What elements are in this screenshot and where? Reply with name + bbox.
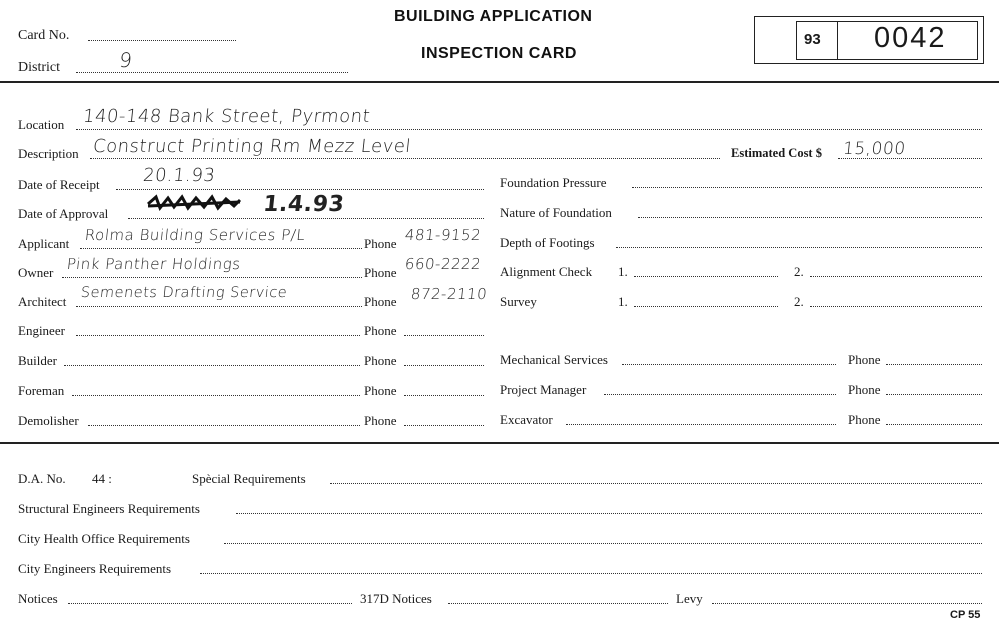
builder-field[interactable] [64,365,360,366]
project-manager-field[interactable] [604,394,836,395]
year-code: 93 [804,31,821,48]
title-line-1: BUILDING APPLICATION [394,8,593,25]
mechanical-services-phone-field[interactable] [886,364,982,365]
foreman-phone-label: Phone [364,383,397,398]
district-field[interactable] [76,72,348,73]
alignment-check-label: Alignment Check [500,264,593,279]
survey-1-label: 1. [618,294,628,309]
notices-317d-label: 317D Notices [360,591,432,606]
date-of-approval-field[interactable] [128,218,484,219]
date-of-approval-label: Date of Approval [18,206,109,221]
applicant-field[interactable] [80,248,362,249]
notices-317d-field[interactable] [448,603,668,604]
engineers-requirements-label: City Engineers Requirements [18,561,172,576]
mechanical-services-field[interactable] [622,364,836,365]
foundation-pressure-label: Foundation Pressure [500,175,607,190]
owner-phone-label: Phone [364,265,397,280]
project-manager-phone-label: Phone [848,382,881,397]
notices-label: Notices [18,591,58,606]
district-label: District [18,60,60,75]
levy-field[interactable] [712,603,982,604]
excavator-phone-label: Phone [848,412,881,427]
project-manager-phone-field[interactable] [886,394,982,395]
levy-label: Levy [676,591,703,606]
owner-label: Owner [18,265,54,280]
header-divider [0,81,999,83]
section-divider [0,442,999,444]
estimated-cost-label: Estimated Cost $ [731,146,822,160]
description-label: Description [18,146,79,161]
engineer-phone-field[interactable] [404,335,484,336]
architect-label: Architect [18,294,67,309]
applicant-phone-label: Phone [364,236,397,251]
scribble-strikeout-icon [146,194,242,212]
depth-of-footings-label: Depth of Footings [500,235,595,250]
survey-2-field[interactable] [810,306,982,307]
date-of-receipt-value: 20.1.93 [142,165,217,186]
engineer-label: Engineer [18,323,65,338]
card-no-field[interactable] [88,40,236,41]
demolisher-label: Demolisher [18,413,79,428]
engineer-field[interactable] [76,335,360,336]
architect-value: Semenets Drafting Service [80,285,288,301]
special-requirements-label: Spècial Requirements [192,471,306,486]
alignment-check-2-field[interactable] [810,276,982,277]
foundation-pressure-field[interactable] [632,187,982,188]
notices-field[interactable] [68,603,352,604]
project-manager-label: Project Manager [500,382,587,397]
mechanical-services-phone-label: Phone [848,352,881,367]
card-number: 0042 [874,22,947,54]
applicant-phone: 481-9152 [404,226,483,244]
demolisher-phone-field[interactable] [404,425,484,426]
date-of-receipt-field[interactable] [116,189,484,190]
district-value: 9 [118,48,134,72]
estimated-cost-value: 15,000 [842,139,907,159]
health-requirements-field[interactable] [224,543,982,544]
structural-requirements-field[interactable] [236,513,982,514]
description-value: Construct Printing Rm Mezz Level [92,136,412,157]
nature-of-foundation-field[interactable] [638,217,982,218]
owner-field[interactable] [62,277,362,278]
survey-2-label: 2. [794,294,804,309]
engineer-phone-label: Phone [364,323,397,338]
struck-out-date [146,194,242,212]
owner-phone: 660-2222 [404,255,483,273]
location-label: Location [18,117,65,132]
da-no-value: 44 : [92,471,112,486]
description-field[interactable] [90,158,720,159]
card-no-label: Card No. [18,28,70,43]
alignment-check-2-label: 2. [794,264,804,279]
da-no-label: D.A. No. [18,471,66,486]
architect-phone-label: Phone [364,294,397,309]
architect-phone: 872-2110 [410,285,489,303]
survey-1-field[interactable] [634,306,778,307]
health-requirements-label: City Health Office Requirements [18,531,190,546]
special-requirements-field[interactable] [330,483,982,484]
date-of-receipt-label: Date of Receipt [18,177,100,192]
applicant-value: Rolma Building Services P/L [84,226,307,244]
foreman-phone-field[interactable] [404,395,484,396]
owner-value: Pink Panther Holdings [66,255,242,273]
builder-label: Builder [18,353,57,368]
foreman-label: Foreman [18,383,65,398]
excavator-phone-field[interactable] [886,424,982,425]
location-value: 140-148 Bank Street, Pyrmont [82,106,372,127]
date-of-approval-value: 1.4.93 [262,192,346,217]
form-code: CP 55 [950,609,981,621]
depth-of-footings-field[interactable] [616,247,982,248]
builder-phone-field[interactable] [404,365,484,366]
applicant-label: Applicant [18,236,70,251]
foreman-field[interactable] [72,395,360,396]
location-field[interactable] [76,129,982,130]
mechanical-services-label: Mechanical Services [500,352,608,367]
survey-label: Survey [500,294,537,309]
demolisher-phone-label: Phone [364,413,397,428]
excavator-label: Excavator [500,412,553,427]
architect-field[interactable] [76,306,362,307]
demolisher-field[interactable] [88,425,360,426]
alignment-check-1-label: 1. [618,264,628,279]
nature-of-foundation-label: Nature of Foundation [500,205,612,220]
title-line-2: INSPECTION CARD [421,45,577,62]
engineers-requirements-field[interactable] [200,573,982,574]
excavator-field[interactable] [566,424,836,425]
builder-phone-label: Phone [364,353,397,368]
alignment-check-1-field[interactable] [634,276,778,277]
structural-requirements-label: Structural Engineers Requirements [18,501,200,516]
